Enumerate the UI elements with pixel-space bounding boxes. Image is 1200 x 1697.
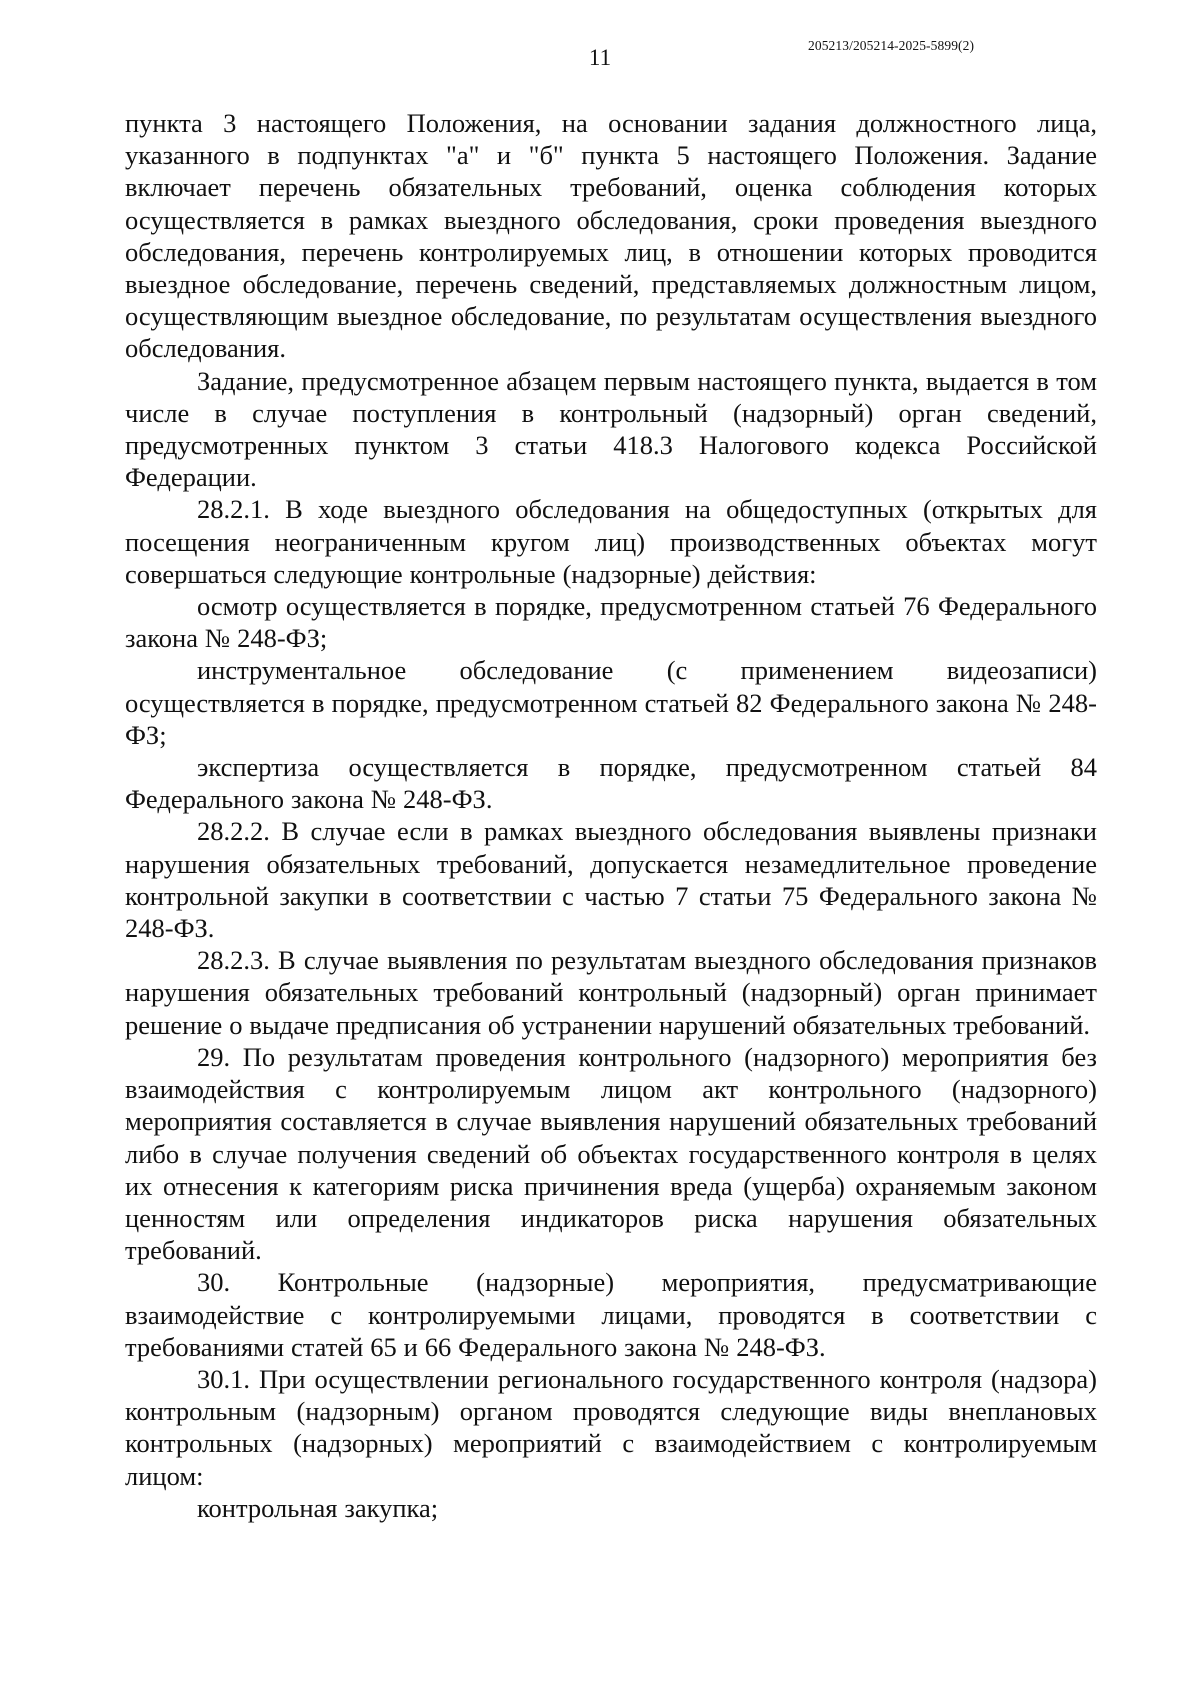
page-number: 11 (588, 45, 612, 70)
document-body (125, 107, 1097, 1524)
paragraph: инструментальное обследование (с применением видеозаписи) осуществляется в порядке, предусмотренном статьей 82 Федерального закона № 248-ФЗ; (125, 655, 1097, 750)
paragraph: 30. Контрольные (надзорные) мероприятия, предусматривающие взаимодействие с контролируемыми лицами, проводятся в соответствии с требованиями статей 65 и 66 Федерального закона № 248-ФЗ. (125, 1267, 1097, 1362)
paragraph: 28.2.1. В ходе выездного обследования на общедоступных (открытых для посещения неограниченным кругом лиц) производственных объектах могут совершаться следующие контрольные (надзорные) действия: (125, 494, 1097, 589)
document-number: 205213/205214-2025-5899(2) (808, 38, 975, 53)
paragraph: экспертиза осуществляется в порядке, предусмотренном статьей 84 Федерального закона № 248-ФЗ. (125, 752, 1097, 815)
paragraph: пункта 3 настоящего Положения, на основании задания должностного лица, указанного в подпунктах "а" и "б" пункта 5 настоящего Положения. Задание включает перечень обязательных требований, оценка соблюдения которых осуществляется в рамках выездного обследования, сроки проведения выездного обследования, перечень контролируемых лиц, в отношении которых проводится выездное обследование, перечень сведений, представляемых должностным лицом, осуществляющим выездное обследование, по результатам осуществления выездного обследования. (125, 108, 1097, 364)
paragraph: контрольная закупка; (197, 1492, 439, 1523)
paragraph: 28.2.2. В случае если в рамках выездного обследования выявлены признаки нарушения обязательных требований, допускается незамедлительное проведение контрольной закупки в соответствии с частью 7 статьи 75 Федерального закона № 248-ФЗ. (125, 816, 1097, 944)
paragraph: 30.1. При осуществлении регионального государственного контроля (надзора) контрольным (надзорным) органом проводятся следующие виды внеплановых контрольных (надзорных) мероприятий с взаимодействием с контролируемым лицом: (125, 1363, 1097, 1491)
paragraph: 29. По результатам проведения контрольного (надзорного) мероприятия без взаимодействия с контролируемым лицом акт контрольного (надзорного) мероприятия составляется в случае выявления нарушений обязательных требований либо в случае получения сведений об объектах государственного контроля в целях их отнесения к категориям риска причинения вреда (ущерба) охраняемым законом ценностям или определения индикаторов риска нарушения обязательных требований. (125, 1041, 1097, 1266)
paragraph: осмотр осуществляется в порядке, предусмотренном статьей 76 Федерального закона № 248-ФЗ; (125, 591, 1097, 654)
paragraph: 28.2.3. В случае выявления по результатам выездного обследования признаков нарушения обязательных требований контрольный (надзорный) орган принимает решение о выдаче предписания об устранении нарушений обязательных требований. (125, 945, 1097, 1040)
paragraph: Задание, предусмотренное абзацем первым настоящего пункта, выдается в том числе в случае поступления в контрольный (надзорный) орган сведений, предусмотренных пунктом 3 статьи 418.3 Налогового кодекса Российской Федерации. (125, 365, 1097, 493)
